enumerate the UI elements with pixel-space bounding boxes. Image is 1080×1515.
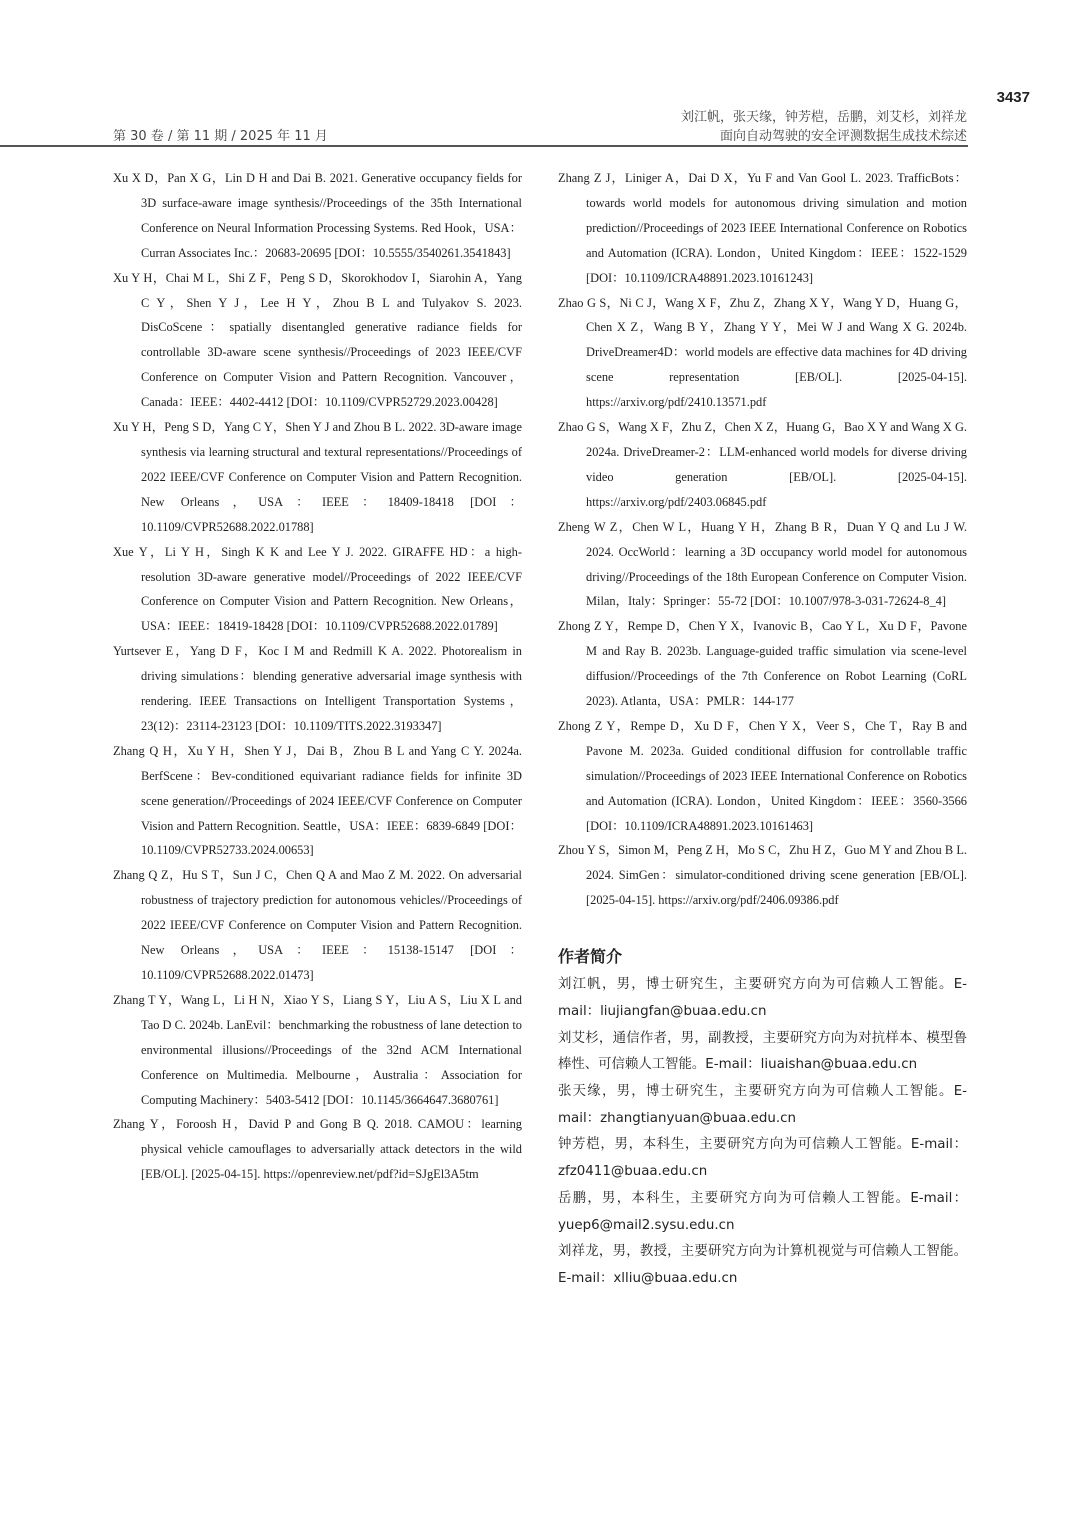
reference-item: Yurtsever E，Yang D F，Koc I M and Redmill K A. 2022. Photorealism in driving simulations：blending generative adversarial image synthesis with rendering. IEEE Transactions on Intelligent Transportation Systems，23(12)：23114-23123 [DOI：10.1109/TITS.2022.3193347]	[113, 644, 522, 733]
reference-item: Zhang Z J，Liniger A，Dai D X，Yu F and Van Gool L. 2023. TrafficBots：towards world models for autonomous driving simulation and motion prediction//Proceedings of 2023 IEEE International Conference on Robotics and Automation (ICRA). London，United Kingdom：IEEE：1522-1529 [DOI：10.1109/ICRA48891.2023.10161243]	[558, 171, 967, 285]
reference-item: Zhong Z Y，Rempe D，Chen Y X，Ivanovic B，Cao Y L，Xu D F，Pavone M and Ray B. 2023b. Language-guided traffic simulation via scene-level diffusion//Proceedings of the 7th Conference on Robot Learning (CoRL 2023). Atlanta，USA：PMLR：144-177	[558, 619, 967, 709]
author-bio: 钟芳桤，男，本科生，主要研究方向为可信赖人工智能。E-mail：zfz0411@buaa.edu.cn	[558, 1137, 967, 1180]
reference-item: Zhao G S，Wang X F，Zhu Z，Chen X Z，Huang G，Bao X Y and Wang X G. 2024a. DriveDreamer-2：LLM-enhanced world models for diverse driving video generation [EB/OL]. [2025-04-15]. https://arxiv.org/pdf/2403.06845.pdf	[558, 420, 967, 509]
reference-item: Zhao G S，Ni C J，Wang X F，Zhu Z，Zhang X Y，Wang Y D，Huang G，Chen X Z，Wang B Y，Zhang Y Y，Mei W J and Wang X G. 2024b. DriveDreamer4D：world models are effective data machines for 4D driving scene representation [EB/OL]. [2025-04-15]. https://arxiv.org/pdf/2410.13571.pdf	[558, 295, 967, 410]
author-bio: 刘江帆，男，博士研究生，主要研究方向为可信赖人工智能。E-mail：liujiangfan@buaa.edu.cn	[558, 977, 967, 1019]
reference-item: Zhong Z Y，Rempe D，Xu D F，Chen Y X，Veer S，Che T，Ray B and Pavone M. 2023a. Guided conditional diffusion for controllable traffic simulation//Proceedings of 2023 IEEE International Conference on Robotics and Automation (ICRA). London，United Kingdom：IEEE：3560-3566 [DOI：10.1109/ICRA48891.2023.10161463]	[558, 718, 967, 833]
reference-item: Xu X D，Pan X G，Lin D H and Dai B. 2021. Generative occupancy fields for 3D surface-aware image synthesis//Proceedings of the 35th International Conference on Neural Information Processing Systems. Red Hook，USA：Curran Associates Inc.：20683-20695 [DOI：10.5555/3540261.3541843]	[113, 171, 522, 260]
author-bio: 刘祥龙，男，教授，主要研究方向为计算机视觉与可信赖人工智能。E-mail：xlliu@buaa.edu.cn	[558, 1244, 967, 1286]
left-column	[113, 166, 522, 1187]
author-bio: 刘艾杉，通信作者，男，副教授，主要研究方向为对抗样本、模型鲁棒性、可信赖人工智能。E-mail：liuaishan@buaa.edu.cn	[558, 1030, 967, 1073]
running-header-title: 面向自动驾驶的安全评测数据生成技术综述	[719, 129, 967, 144]
page-header	[0, 0, 1080, 150]
author-bio: 岳鹏，男，本科生，主要研究方向为可信赖人工智能。E-mail：yuep6@mail2.sysu.edu.cn	[558, 1190, 967, 1233]
reference-item: Xu Y H，Chai M L，Shi Z F，Peng S D，Skorokhodov I，Siarohin A，Yang C Y，Shen Y J，Lee H Y，Zhou B L and Tulyakov S. 2023. DisCoScene：spatially disentangled generative radiance fields for controllable 3D-aware scene synthesis//Proceedings of 2023 IEEE/CVF Conference on Computer Vision and Pattern Recognition. Vancouver，Canada：IEEE：4402-4412 [DOI：10.1109/CVPR52729.2023.00428]	[113, 270, 522, 410]
right-column	[558, 166, 967, 1293]
reference-item: Zhang T Y，Wang L，Li H N，Xiao Y S，Liang S Y，Liu A S，Liu X L and Tao D C. 2024b. LanEvil：benchmarking the robustness of lane detection to environmental illusions//Proceedings of the 32nd ACM International Conference on Multimedia. Melbourne，Australia：Association for Computing Machinery：5403-5412 [DOI：10.1145/3664647.3680761]	[113, 992, 522, 1107]
reference-item: Zhang Q H，Xu Y H，Shen Y J，Dai B，Zhou B L and Yang C Y. 2024a. BerfScene：Bev-conditioned equivariant radiance fields for infinite 3D scene generation//Proceedings of 2024 IEEE/CVF Conference on Computer Vision and Pattern Recognition. Seattle，USA：IEEE：6839-6849 [DOI：10.1109/CVPR52733.2024.00653]	[113, 743, 522, 858]
reference-item: Xue Y，Li Y H，Singh K K and Lee Y J. 2022. GIRAFFE HD：a high-resolution 3D-aware generative model//Proceedings of 2022 IEEE/CVF Conference on Computer Vision and Pattern Recognition. New Orleans，USA：IEEE：18419-18428 [DOI：10.1109/CVPR52688.2022.01789]	[113, 544, 522, 634]
reference-item: Zhang Y，Foroosh H，David P and Gong B Q. 2018. CAMOU：learning physical vehicle camouflages to adversarially attack detectors in the wild [EB/OL]. [2025-04-15]. https://openreview.net/pdf?id=SJgEl3A5tm	[113, 1117, 522, 1182]
running-header-authors: 刘江帆，张天缘，钟芳桤，岳鹏，刘艾杉，刘祥龙	[680, 110, 967, 125]
reference-item: Zhou Y S，Simon M，Peng Z H，Mo S C，Zhu H Z，Guo M Y and Zhou B L. 2024. SimGen：simulator-conditioned driving scene generation [EB/OL]. [2025-04-15]. https://arxiv.org/pdf/2406.09386.pdf	[558, 843, 967, 908]
author-bios-heading: 作者简介	[558, 947, 623, 967]
page-number: 3437	[996, 89, 1030, 106]
reference-item: Xu Y H，Peng S D，Yang C Y，Shen Y J and Zhou B L. 2022. 3D-aware image synthesis via learning structural and textural representations//Proceedings of 2022 IEEE/CVF Conference on Computer Vision and Pattern Recognition. New Orleans，USA：IEEE：18409-18418 [DOI：10.1109/CVPR52688.2022.01788]	[113, 420, 522, 534]
reference-item: Zhang Q Z，Hu S T，Sun J C，Chen Q A and Mao Z M. 2022. On adversarial robustness of trajectory prediction for autonomous vehicles//Proceedings of 2022 IEEE/CVF Conference on Computer Vision and Pattern Recognition. New Orleans，USA：IEEE：15138-15147 [DOI：10.1109/CVPR52688.2022.01473]	[113, 868, 522, 982]
header-divider	[0, 145, 968, 147]
author-bio: 张天缘，男，博士研究生，主要研究方向为可信赖人工智能。E-mail：zhangtianyuan@buaa.edu.cn	[558, 1084, 967, 1126]
journal-issue: 第 30 卷 / 第 11 期 / 2025 年 11 月	[113, 129, 328, 144]
reference-item: Zheng W Z，Chen W L，Huang Y H，Zhang B R，Duan Y Q and Lu J W. 2024. OccWorld：learning a 3D occupancy world model for autonomous driving//Proceedings of the 18th European Conference on Computer Vision. Milan，Italy：Springer：55-72 [DOI：10.1007/978-3-031-72624-8_4]	[558, 519, 967, 609]
